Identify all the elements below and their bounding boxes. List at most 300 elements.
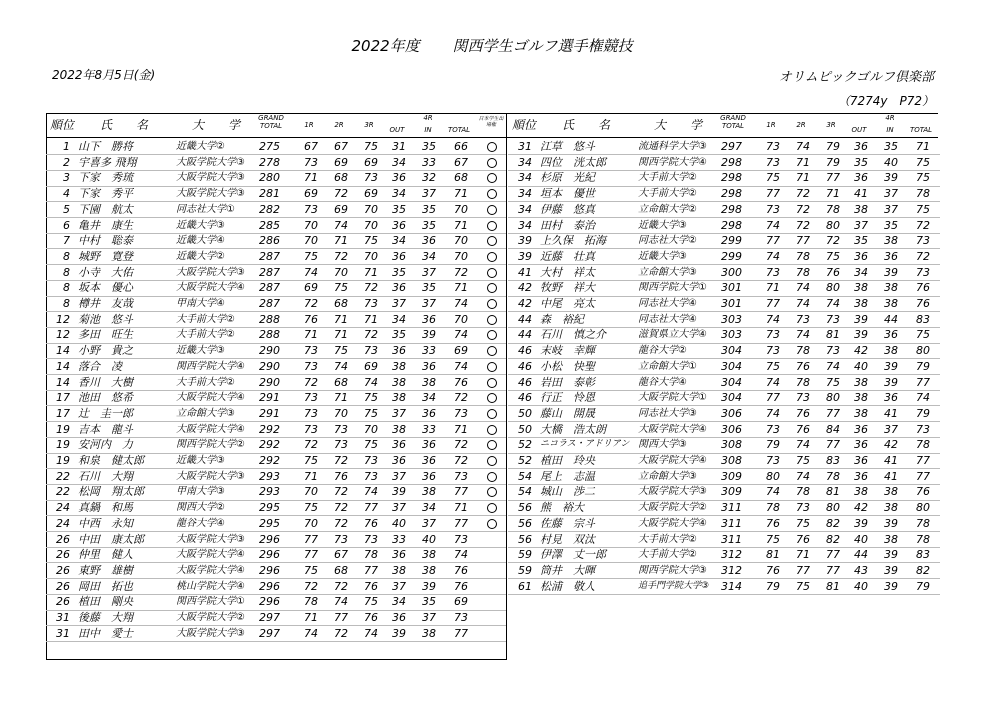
right-round4-total: 77 — [916, 375, 930, 389]
right-round3: 84 — [826, 422, 840, 436]
right-university: 大阪学院大学② — [638, 502, 707, 514]
right-out: 40 — [854, 359, 868, 373]
right-rank: 34 — [518, 155, 532, 169]
right-round1: 80 — [766, 469, 780, 483]
right-round2: 73 — [796, 312, 810, 326]
right-out: 41 — [854, 187, 868, 201]
right-round3: 71 — [826, 187, 840, 201]
left-round4-total: 67 — [454, 155, 468, 169]
left-round2: 70 — [334, 406, 348, 420]
left-rank: 8 — [63, 281, 70, 295]
left-round1: 75 — [304, 501, 318, 515]
left-player-name: 山下 勝将 — [78, 140, 133, 153]
left-round1: 73 — [304, 406, 318, 420]
header-jp-qualification: 日本学生出場権 — [478, 116, 504, 128]
left-out: 36 — [392, 249, 406, 263]
left-rank: 19 — [56, 438, 70, 452]
left-grand-total: 285 — [259, 218, 280, 232]
circle-mark-icon — [487, 503, 497, 513]
left-round1: 75 — [304, 454, 318, 467]
right-round1: 73 — [766, 202, 780, 216]
left-player-name: 仲里 健人 — [78, 548, 133, 562]
left-rank: 5 — [63, 202, 70, 216]
right-grand-total: 303 — [721, 312, 742, 326]
right-round4-total: 83 — [916, 548, 930, 562]
left-round4-total: 77 — [454, 516, 468, 530]
left-round2: 72 — [334, 485, 348, 499]
right-rank: 54 — [518, 469, 532, 483]
left-round3: 74 — [364, 375, 378, 389]
left-in: 36 — [422, 234, 436, 248]
right-rank: 39 — [518, 234, 532, 248]
right-out: 36 — [854, 469, 868, 483]
left-university: 近畿大学③ — [176, 219, 225, 231]
left-grand-total: 291 — [259, 406, 280, 420]
left-round3: 72 — [364, 328, 378, 342]
right-in: 41 — [884, 454, 898, 467]
right-university: 関西学院大学④ — [638, 156, 707, 168]
right-round1: 75 — [766, 359, 780, 373]
circle-mark-icon — [487, 409, 497, 419]
circle-mark-icon — [487, 456, 497, 466]
left-round2: 68 — [334, 563, 348, 577]
left-grand-total: 290 — [259, 359, 280, 373]
right-university: 大阪学院大学④ — [638, 423, 707, 435]
right-round1: 74 — [766, 406, 780, 420]
left-grand-total: 292 — [259, 454, 280, 467]
left-round1: 71 — [304, 469, 318, 483]
left-out: 36 — [392, 438, 406, 452]
left-round3: 76 — [364, 516, 378, 530]
right-out: 38 — [854, 406, 868, 420]
left-round2: 67 — [334, 140, 348, 153]
left-grand-total: 295 — [259, 516, 280, 530]
left-player-name: 小寺 大佑 — [78, 265, 133, 279]
right-rank: 50 — [518, 422, 532, 436]
right-out: 36 — [854, 249, 868, 263]
left-round3: 78 — [364, 548, 378, 562]
left-round2: 73 — [334, 438, 348, 452]
right-out: 38 — [854, 391, 868, 405]
right-out: 38 — [854, 297, 868, 310]
right-in: 41 — [884, 469, 898, 483]
left-grand-total: 297 — [259, 611, 280, 624]
left-player-name: 宇喜多 飛翔 — [78, 155, 137, 169]
right-out: 37 — [854, 218, 868, 232]
right-in: 38 — [884, 532, 898, 546]
left-in: 33 — [422, 344, 436, 358]
left-in: 34 — [422, 501, 436, 515]
left-grand-total: 296 — [259, 579, 280, 593]
right-round2: 71 — [796, 548, 810, 562]
right-round3: 83 — [826, 454, 840, 467]
right-round3: 80 — [826, 218, 840, 232]
left-round4-total: 77 — [454, 626, 468, 640]
left-round3: 77 — [364, 501, 378, 515]
left-in: 38 — [422, 563, 436, 577]
right-rank: 54 — [518, 485, 532, 499]
right-round1: 74 — [766, 375, 780, 389]
right-in: 35 — [884, 218, 898, 232]
right-round2: 72 — [796, 187, 810, 201]
right-round4-total: 76 — [916, 485, 930, 499]
left-rank: 26 — [56, 579, 70, 593]
left-out: 36 — [392, 171, 406, 185]
right-out: 34 — [854, 265, 868, 279]
left-round2: 70 — [334, 265, 348, 279]
right-out: 35 — [854, 234, 868, 248]
right-player-name: 上久保 拓海 — [540, 234, 606, 248]
right-rank: 56 — [518, 516, 532, 530]
left-player-name: 下家 秀平 — [78, 187, 133, 201]
left-out: 37 — [392, 297, 406, 310]
left-out: 34 — [392, 187, 406, 201]
right-university: 立命館大学③ — [638, 470, 697, 482]
right-round2: 74 — [796, 281, 810, 295]
left-round2: 74 — [334, 218, 348, 232]
right-header-2r: 2R — [796, 121, 806, 129]
right-round1: 77 — [766, 187, 780, 201]
right-rank: 56 — [518, 501, 532, 515]
left-round2: 71 — [334, 312, 348, 326]
left-round3: 70 — [364, 218, 378, 232]
left-out: 38 — [392, 375, 406, 389]
left-round4-total: 71 — [454, 501, 468, 515]
right-rank: 41 — [518, 265, 532, 279]
left-out: 34 — [392, 595, 406, 609]
right-out: 38 — [854, 375, 868, 389]
right-rank: 61 — [518, 579, 532, 593]
left-rank: 1 — [63, 140, 70, 153]
left-round1: 73 — [304, 155, 318, 169]
left-in: 37 — [422, 187, 436, 201]
left-round3: 69 — [364, 155, 378, 169]
right-university: 近畿大学③ — [638, 219, 687, 231]
left-round3: 76 — [364, 611, 378, 624]
left-in: 36 — [422, 469, 436, 483]
left-round3: 75 — [364, 140, 378, 153]
right-university: 同志社大学④ — [638, 298, 697, 309]
right-in: 39 — [884, 579, 898, 593]
left-rank: 14 — [56, 375, 70, 389]
circle-mark-icon — [487, 252, 497, 262]
left-out: 39 — [392, 485, 406, 499]
left-university: 大阪学院大学③ — [176, 188, 245, 200]
left-round3: 75 — [364, 595, 378, 609]
left-round1: 70 — [304, 485, 318, 499]
right-grand-total: 297 — [721, 140, 742, 153]
left-round2: 73 — [334, 532, 348, 546]
right-grand-total: 309 — [721, 485, 742, 499]
right-out: 42 — [854, 501, 868, 515]
right-in: 39 — [884, 265, 898, 279]
left-round1: 75 — [304, 563, 318, 577]
right-out: 39 — [854, 516, 868, 530]
left-round1: 74 — [304, 626, 318, 640]
right-round4-total: 75 — [916, 155, 930, 169]
left-grand-total: 288 — [259, 328, 280, 342]
left-in: 35 — [422, 595, 436, 609]
left-round4-total: 77 — [454, 485, 468, 499]
left-university: 甲南大学④ — [176, 298, 225, 309]
left-rank: 22 — [56, 485, 70, 499]
table-bottom-border — [46, 659, 506, 660]
right-header-name: 氏 名 — [562, 118, 611, 132]
right-in: 38 — [884, 297, 898, 310]
left-round3: 76 — [364, 579, 378, 593]
right-grand-total: 301 — [721, 297, 742, 310]
left-out: 34 — [392, 312, 406, 326]
right-out: 38 — [854, 202, 868, 216]
left-round1: 72 — [304, 297, 318, 310]
right-round2: 78 — [796, 485, 810, 499]
right-player-name: 森 裕紀 — [540, 312, 584, 326]
right-rank: 34 — [518, 202, 532, 216]
left-university: 大手前大学② — [176, 329, 235, 341]
right-round4-total: 75 — [916, 202, 930, 216]
left-in: 35 — [422, 202, 436, 216]
right-round3: 76 — [826, 265, 840, 279]
left-round3: 75 — [364, 391, 378, 405]
left-university: 近畿大学③ — [176, 455, 225, 466]
left-player-name: 香川 大樹 — [78, 375, 133, 389]
left-round1: 71 — [304, 611, 318, 624]
left-university: 大阪学院大学③ — [176, 156, 245, 168]
left-university: 関西大学② — [176, 502, 225, 514]
right-university: 同志社大学③ — [638, 407, 697, 419]
left-university: 大阪学院大学④ — [176, 282, 245, 294]
right-in: 39 — [884, 516, 898, 530]
right-round4-total: 73 — [916, 265, 930, 279]
left-round4-total: 71 — [454, 187, 468, 201]
right-round2: 76 — [796, 422, 810, 436]
right-university: 流通科学大学③ — [638, 141, 707, 152]
right-player-name: 垣本 優世 — [540, 187, 595, 201]
right-player-name: 松浦 敬人 — [540, 579, 595, 593]
right-university: 大手前大学② — [638, 533, 697, 545]
right-in: 39 — [884, 563, 898, 577]
right-rank: 50 — [518, 406, 532, 420]
left-header-total: TOTAL — [447, 126, 471, 134]
left-round3: 70 — [364, 202, 378, 216]
left-round3: 71 — [364, 265, 378, 279]
left-in: 36 — [422, 406, 436, 420]
right-player-name: 江草 悠斗 — [540, 140, 595, 153]
left-player-name: 植田 剛央 — [78, 595, 133, 609]
right-university: 関西学院大学① — [638, 282, 707, 294]
circle-mark-icon — [487, 487, 497, 497]
left-rank: 17 — [56, 391, 70, 405]
right-round1: 73 — [766, 328, 780, 342]
right-player-name: 田村 泰治 — [540, 218, 595, 232]
right-round2: 74 — [796, 140, 810, 153]
right-round4-total: 74 — [916, 391, 930, 405]
right-grand-total: 306 — [721, 406, 742, 420]
right-round2: 74 — [796, 469, 810, 483]
right-round3: 81 — [826, 579, 840, 593]
right-round3: 77 — [826, 548, 840, 562]
left-header-grand: GRAND TOTAL — [258, 114, 284, 130]
right-round2: 76 — [796, 532, 810, 546]
right-round1: 75 — [766, 171, 780, 185]
left-grand-total: 296 — [259, 563, 280, 577]
right-grand-total: 304 — [721, 344, 742, 358]
right-round2: 77 — [796, 234, 810, 248]
left-header-out: OUT — [389, 126, 405, 134]
left-rank: 26 — [56, 548, 70, 562]
right-university: 龍谷大学④ — [638, 376, 687, 388]
left-university: 龍谷大学④ — [176, 517, 225, 529]
left-grand-total: 297 — [259, 626, 280, 640]
left-grand-total: 292 — [259, 422, 280, 436]
left-grand-total: 278 — [259, 155, 280, 169]
right-in: 38 — [884, 485, 898, 499]
right-grand-total: 303 — [721, 328, 742, 342]
left-round2: 72 — [334, 249, 348, 263]
left-round4-total: 70 — [454, 234, 468, 248]
left-player-name: 吉本 龍斗 — [78, 422, 133, 436]
right-round3: 78 — [826, 202, 840, 216]
left-rank: 8 — [63, 265, 70, 279]
left-player-name: 中村 聡泰 — [78, 234, 133, 248]
left-header-in: IN — [424, 126, 432, 134]
right-in: 39 — [884, 171, 898, 185]
right-round3: 82 — [826, 516, 840, 530]
left-header-1r: 1R — [304, 121, 314, 129]
left-grand-total: 287 — [259, 265, 280, 279]
right-university: 立命館大学③ — [638, 266, 697, 278]
right-in: 37 — [884, 187, 898, 201]
left-player-name: 多田 旺生 — [78, 328, 133, 342]
right-rank: 31 — [518, 140, 532, 153]
left-out: 37 — [392, 406, 406, 420]
left-in: 36 — [422, 359, 436, 373]
right-rank: 34 — [518, 187, 532, 201]
left-in: 40 — [422, 532, 436, 546]
left-round4-total: 74 — [454, 297, 468, 310]
right-university: 近畿大学③ — [638, 250, 687, 262]
left-grand-total: 290 — [259, 344, 280, 358]
left-in: 39 — [422, 328, 436, 342]
left-university: 大阪学院大学③ — [176, 470, 245, 482]
left-in: 35 — [422, 218, 436, 232]
right-grand-total: 312 — [721, 548, 742, 562]
left-round4-total: 72 — [454, 391, 468, 405]
left-player-name: 小野 貴之 — [78, 344, 133, 358]
left-out: 36 — [392, 344, 406, 358]
right-university: 同志社大学② — [638, 235, 697, 247]
left-round1: 72 — [304, 438, 318, 452]
left-round4-total: 71 — [454, 218, 468, 232]
right-header-3r: 3R — [826, 121, 836, 129]
right-round2: 72 — [796, 202, 810, 216]
right-round4-total: 79 — [916, 359, 930, 373]
right-in: 36 — [884, 328, 898, 342]
left-round3: 74 — [364, 626, 378, 640]
left-grand-total: 293 — [259, 469, 280, 483]
right-round4-total: 79 — [916, 406, 930, 420]
right-player-name: 大橋 浩太朗 — [540, 422, 606, 436]
left-round4-total: 72 — [454, 265, 468, 279]
left-header-3r: 3R — [364, 121, 374, 129]
left-in: 39 — [422, 579, 436, 593]
course-yardage: （7274y P72） — [837, 94, 934, 108]
right-round3: 73 — [826, 312, 840, 326]
right-grand-total: 298 — [721, 202, 742, 216]
right-round4-total: 73 — [916, 422, 930, 436]
left-out: 37 — [392, 579, 406, 593]
left-out: 36 — [392, 454, 406, 467]
right-header-total: TOTAL — [909, 126, 933, 134]
left-round4-total: 70 — [454, 249, 468, 263]
right-round1: 75 — [766, 532, 780, 546]
left-university: 大手前大学② — [176, 376, 235, 388]
left-player-name: 亀井 康生 — [78, 218, 133, 232]
left-in: 36 — [422, 312, 436, 326]
left-round4-total: 76 — [454, 375, 468, 389]
left-round2: 72 — [334, 516, 348, 530]
right-player-name: ニコラス・アドリアン — [540, 439, 630, 450]
right-out: 44 — [854, 548, 868, 562]
left-university: 桃山学院大学④ — [176, 580, 245, 592]
right-header-out: OUT — [851, 126, 867, 134]
left-round2: 69 — [334, 202, 348, 216]
left-rank: 8 — [63, 249, 70, 263]
right-round3: 81 — [826, 328, 840, 342]
results-table — [46, 113, 938, 660]
right-round4-total: 82 — [916, 563, 930, 577]
right-round4-total: 79 — [916, 579, 930, 593]
right-round3: 73 — [826, 344, 840, 358]
left-player-name: 石川 大翔 — [78, 469, 133, 483]
right-out: 42 — [854, 344, 868, 358]
right-player-name: 行正 怜恩 — [540, 391, 595, 405]
right-round4-total: 76 — [916, 281, 930, 295]
right-player-name: 尾上 志温 — [540, 469, 595, 483]
right-rank: 59 — [518, 548, 532, 562]
left-header-name: 氏 名 — [100, 118, 149, 132]
right-rank: 59 — [518, 563, 532, 577]
left-university: 大阪学院大学④ — [176, 564, 245, 576]
right-round1: 74 — [766, 218, 780, 232]
right-round2: 78 — [796, 344, 810, 358]
right-round3: 80 — [826, 501, 840, 515]
right-round1: 74 — [766, 485, 780, 499]
right-grand-total: 311 — [721, 532, 742, 546]
right-round4-total: 71 — [916, 140, 930, 153]
right-out: 38 — [854, 485, 868, 499]
left-university: 大阪学院大学④ — [176, 549, 245, 561]
right-round3: 77 — [826, 406, 840, 420]
left-out: 36 — [392, 281, 406, 295]
left-player-name: 真鍋 和馬 — [78, 501, 133, 515]
left-university: 大阪学院大学④ — [176, 392, 245, 404]
right-player-name: 四位 洸太郎 — [540, 155, 606, 169]
left-rank: 17 — [56, 406, 70, 420]
left-round3: 71 — [364, 312, 378, 326]
right-round3: 74 — [826, 359, 840, 373]
left-round2: 74 — [334, 595, 348, 609]
right-round2: 75 — [796, 579, 810, 593]
left-round3: 70 — [364, 249, 378, 263]
right-rank: 46 — [518, 391, 532, 405]
left-university: 大阪学院大学④ — [176, 423, 245, 435]
circle-mark-icon — [487, 378, 497, 388]
right-round1: 77 — [766, 297, 780, 310]
right-in: 38 — [884, 234, 898, 248]
right-round4-total: 76 — [916, 297, 930, 310]
left-rank: 12 — [56, 328, 70, 342]
